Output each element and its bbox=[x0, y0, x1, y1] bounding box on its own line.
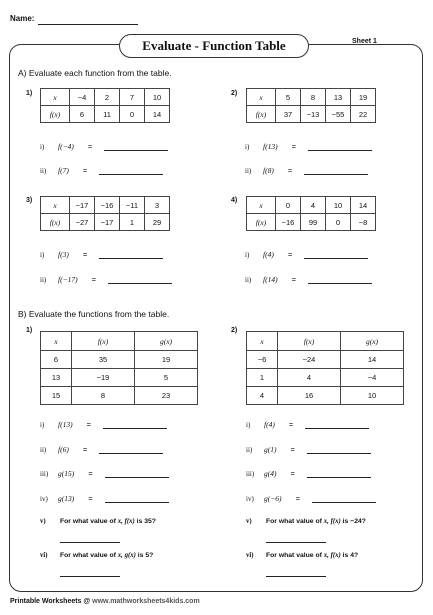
table-cell: 4 bbox=[278, 369, 341, 387]
answer-line[interactable] bbox=[99, 251, 163, 259]
equals-sign: = bbox=[88, 469, 93, 478]
answer-line[interactable] bbox=[103, 421, 167, 429]
expression: g(13) bbox=[58, 494, 75, 503]
expression: g(15) bbox=[58, 469, 75, 478]
table-header-cell: x bbox=[41, 332, 72, 351]
expression: f(4) bbox=[264, 420, 275, 429]
question-text-end: is 35? bbox=[134, 518, 156, 525]
question-number: ii) bbox=[246, 446, 253, 454]
table-cell: 10 bbox=[341, 387, 404, 405]
table-cell: 37 bbox=[276, 106, 301, 123]
equals-sign: = bbox=[295, 494, 300, 503]
equals-sign: = bbox=[86, 420, 91, 429]
expression: g(−6) bbox=[264, 494, 282, 503]
table-header-cell: x bbox=[247, 89, 276, 106]
question-number: ii) bbox=[40, 276, 47, 284]
question bbox=[245, 142, 372, 151]
question-text-end: is 5? bbox=[135, 552, 154, 559]
table-cell: 8 bbox=[72, 387, 135, 405]
question-text: For what value of bbox=[266, 552, 324, 559]
sheet-number: Sheet 1 bbox=[352, 38, 377, 45]
equals-sign: = bbox=[288, 420, 294, 429]
answer-line[interactable] bbox=[108, 276, 172, 284]
question-number: v) bbox=[40, 518, 46, 525]
table-cell: 6 bbox=[41, 351, 72, 369]
table-header-cell: g(x) bbox=[135, 332, 198, 351]
table-cell: −17 bbox=[70, 197, 95, 214]
name-label: Name: bbox=[10, 14, 35, 23]
equals-sign: = bbox=[82, 250, 88, 259]
function-table bbox=[40, 196, 170, 231]
equals-sign: = bbox=[290, 445, 295, 454]
function-table bbox=[40, 88, 170, 123]
word-question bbox=[246, 552, 358, 559]
table-header-cell: f(x) bbox=[247, 214, 276, 231]
equals-sign: = bbox=[82, 445, 88, 454]
question bbox=[40, 445, 163, 454]
table-cell: −19 bbox=[72, 369, 135, 387]
answer-line[interactable] bbox=[99, 167, 163, 175]
answer-line[interactable] bbox=[266, 542, 326, 543]
question bbox=[40, 166, 163, 175]
table-cell: 8 bbox=[301, 89, 326, 106]
table-cell: 19 bbox=[135, 351, 198, 369]
equals-sign: = bbox=[82, 166, 88, 175]
problem-number: 3) bbox=[26, 197, 33, 204]
table-header-cell: f(x) bbox=[278, 332, 341, 351]
table-header-cell: x bbox=[41, 197, 70, 214]
equals-sign: = bbox=[287, 250, 293, 259]
table-cell: 22 bbox=[351, 106, 376, 123]
question bbox=[246, 445, 371, 454]
problem-number: 1) bbox=[26, 327, 33, 334]
equals-sign: = bbox=[290, 469, 295, 478]
table-cell: 35 bbox=[72, 351, 135, 369]
table-cell: 3 bbox=[145, 197, 170, 214]
word-question bbox=[40, 552, 153, 559]
section-a-heading: A) Evaluate each function from the table. bbox=[18, 68, 172, 78]
answer-line[interactable] bbox=[304, 251, 368, 259]
table-cell: 16 bbox=[278, 387, 341, 405]
question bbox=[246, 494, 376, 503]
table-cell: −16 bbox=[276, 214, 301, 231]
table-cell: 2 bbox=[95, 89, 120, 106]
question-text: For what value of bbox=[266, 518, 324, 525]
question-number: vi) bbox=[246, 552, 254, 559]
question bbox=[245, 275, 372, 284]
worksheet-title: Evaluate - Function Table bbox=[119, 34, 309, 58]
answer-line[interactable] bbox=[307, 446, 371, 454]
function-table bbox=[246, 331, 404, 405]
table-cell: 29 bbox=[145, 214, 170, 231]
expression: g(4) bbox=[264, 469, 277, 478]
question-number: v) bbox=[246, 518, 252, 525]
table-cell: 14 bbox=[341, 351, 404, 369]
expression: f(14) bbox=[263, 275, 278, 284]
table-cell: 5 bbox=[135, 369, 198, 387]
name-field[interactable] bbox=[38, 24, 138, 25]
table-cell: −8 bbox=[351, 214, 376, 231]
question bbox=[245, 166, 368, 175]
table-cell: 1 bbox=[120, 214, 145, 231]
question-number: i) bbox=[40, 251, 45, 259]
answer-line[interactable] bbox=[60, 576, 120, 577]
table-cell: 14 bbox=[145, 106, 170, 123]
variable-text: x, f(x) bbox=[117, 518, 135, 525]
answer-line[interactable] bbox=[99, 446, 163, 454]
table-cell: 13 bbox=[326, 89, 351, 106]
question-number: i) bbox=[245, 251, 250, 259]
question-text: For what value of bbox=[60, 552, 118, 559]
variable-text: x, g(x) bbox=[117, 552, 136, 559]
variable-text: x, f(x) bbox=[323, 518, 341, 525]
table-cell: 4 bbox=[247, 387, 278, 405]
function-table bbox=[40, 331, 198, 405]
question-number: i) bbox=[40, 421, 45, 429]
equals-sign: = bbox=[87, 142, 93, 151]
question-number: ii) bbox=[245, 167, 252, 175]
question bbox=[40, 420, 167, 429]
table-cell: 15 bbox=[41, 387, 72, 405]
expression: f(−4) bbox=[58, 142, 74, 151]
question-number: iii) bbox=[40, 470, 49, 478]
table-header-cell: f(x) bbox=[247, 106, 276, 123]
table-cell: −4 bbox=[341, 369, 404, 387]
table-header-cell: f(x) bbox=[41, 106, 70, 123]
question-number: iv) bbox=[40, 495, 48, 503]
footer-label: Printable Worksheets @ bbox=[10, 598, 93, 605]
question bbox=[246, 469, 371, 478]
equals-sign: = bbox=[91, 275, 97, 284]
table-cell: 5 bbox=[276, 89, 301, 106]
question bbox=[40, 142, 168, 151]
section-b-heading: B) Evaluate the functions from the table. bbox=[18, 309, 170, 319]
table-cell: 99 bbox=[301, 214, 326, 231]
table-cell: −27 bbox=[70, 214, 95, 231]
problem-number: 1) bbox=[26, 90, 33, 97]
expression: f(8) bbox=[263, 166, 274, 175]
table-cell: 6 bbox=[70, 106, 95, 123]
answer-line[interactable] bbox=[105, 495, 169, 503]
expression: f(3) bbox=[58, 250, 69, 259]
table-cell: 11 bbox=[95, 106, 120, 123]
table-cell: 1 bbox=[247, 369, 278, 387]
answer-line[interactable] bbox=[307, 470, 371, 478]
answer-line[interactable] bbox=[312, 495, 376, 503]
table-cell: 19 bbox=[351, 89, 376, 106]
answer-line[interactable] bbox=[104, 143, 168, 151]
answer-line[interactable] bbox=[305, 421, 369, 429]
table-cell: 10 bbox=[326, 197, 351, 214]
table-cell: −4 bbox=[70, 89, 95, 106]
footer-site[interactable]: www.mathworksheets4kids.com bbox=[92, 598, 200, 605]
question-text: For what value of bbox=[60, 518, 118, 525]
expression: f(4) bbox=[263, 250, 274, 259]
footer bbox=[10, 598, 200, 605]
question bbox=[40, 250, 163, 259]
problem-number: 4) bbox=[231, 197, 238, 204]
problem-number: 2) bbox=[231, 327, 238, 334]
table-header-cell: f(x) bbox=[41, 214, 70, 231]
answer-line[interactable] bbox=[60, 542, 120, 543]
problem-number: 2) bbox=[231, 90, 238, 97]
question-number: iii) bbox=[246, 470, 255, 478]
function-table bbox=[246, 88, 376, 123]
question-number: vi) bbox=[40, 552, 48, 559]
word-question bbox=[246, 518, 366, 525]
table-cell: 0 bbox=[326, 214, 351, 231]
question-text-end: is −24? bbox=[340, 518, 366, 525]
answer-line[interactable] bbox=[105, 470, 169, 478]
question-number: ii) bbox=[40, 167, 47, 175]
answer-line[interactable] bbox=[308, 276, 372, 284]
equals-sign: = bbox=[291, 142, 296, 151]
question-number: i) bbox=[246, 421, 251, 429]
equals-sign: = bbox=[287, 166, 293, 175]
expression: f(13) bbox=[263, 142, 278, 151]
expression: f(13) bbox=[58, 420, 73, 429]
table-cell: 0 bbox=[120, 106, 145, 123]
table-cell: 7 bbox=[120, 89, 145, 106]
question-number: ii) bbox=[245, 276, 252, 284]
question-number: i) bbox=[40, 143, 45, 151]
question bbox=[40, 275, 172, 284]
table-header-cell: x bbox=[41, 89, 70, 106]
equals-sign: = bbox=[291, 275, 296, 284]
table-cell: 0 bbox=[276, 197, 301, 214]
table-header-cell: x bbox=[247, 197, 276, 214]
table-cell: −17 bbox=[95, 214, 120, 231]
word-question bbox=[40, 518, 156, 525]
table-header-cell: f(x) bbox=[72, 332, 135, 351]
answer-line[interactable] bbox=[266, 576, 326, 577]
table-cell: 13 bbox=[41, 369, 72, 387]
function-table bbox=[246, 196, 376, 231]
question-number: i) bbox=[245, 143, 250, 151]
table-cell: 10 bbox=[145, 89, 170, 106]
question bbox=[40, 469, 169, 478]
table-cell: 4 bbox=[301, 197, 326, 214]
question bbox=[245, 250, 368, 259]
expression: f(6) bbox=[58, 445, 69, 454]
answer-line[interactable] bbox=[308, 143, 372, 151]
table-cell: −13 bbox=[301, 106, 326, 123]
table-cell: 23 bbox=[135, 387, 198, 405]
variable-text: x, f(x) bbox=[323, 552, 341, 559]
table-header-cell: x bbox=[247, 332, 278, 351]
question bbox=[40, 494, 169, 503]
question-number: iv) bbox=[246, 495, 254, 503]
table-cell: −24 bbox=[278, 351, 341, 369]
answer-line[interactable] bbox=[304, 167, 368, 175]
table-cell: −55 bbox=[326, 106, 351, 123]
expression: f(−17) bbox=[58, 275, 78, 284]
expression: f(7) bbox=[58, 166, 69, 175]
table-cell: −6 bbox=[247, 351, 278, 369]
table-header-cell: g(x) bbox=[341, 332, 404, 351]
equals-sign: = bbox=[88, 494, 93, 503]
table-cell: −11 bbox=[120, 197, 145, 214]
table-cell: 14 bbox=[351, 197, 376, 214]
question bbox=[246, 420, 369, 429]
question-text-end: is 4? bbox=[340, 552, 359, 559]
question-number: ii) bbox=[40, 446, 47, 454]
expression: g(1) bbox=[264, 445, 277, 454]
table-cell: −16 bbox=[95, 197, 120, 214]
